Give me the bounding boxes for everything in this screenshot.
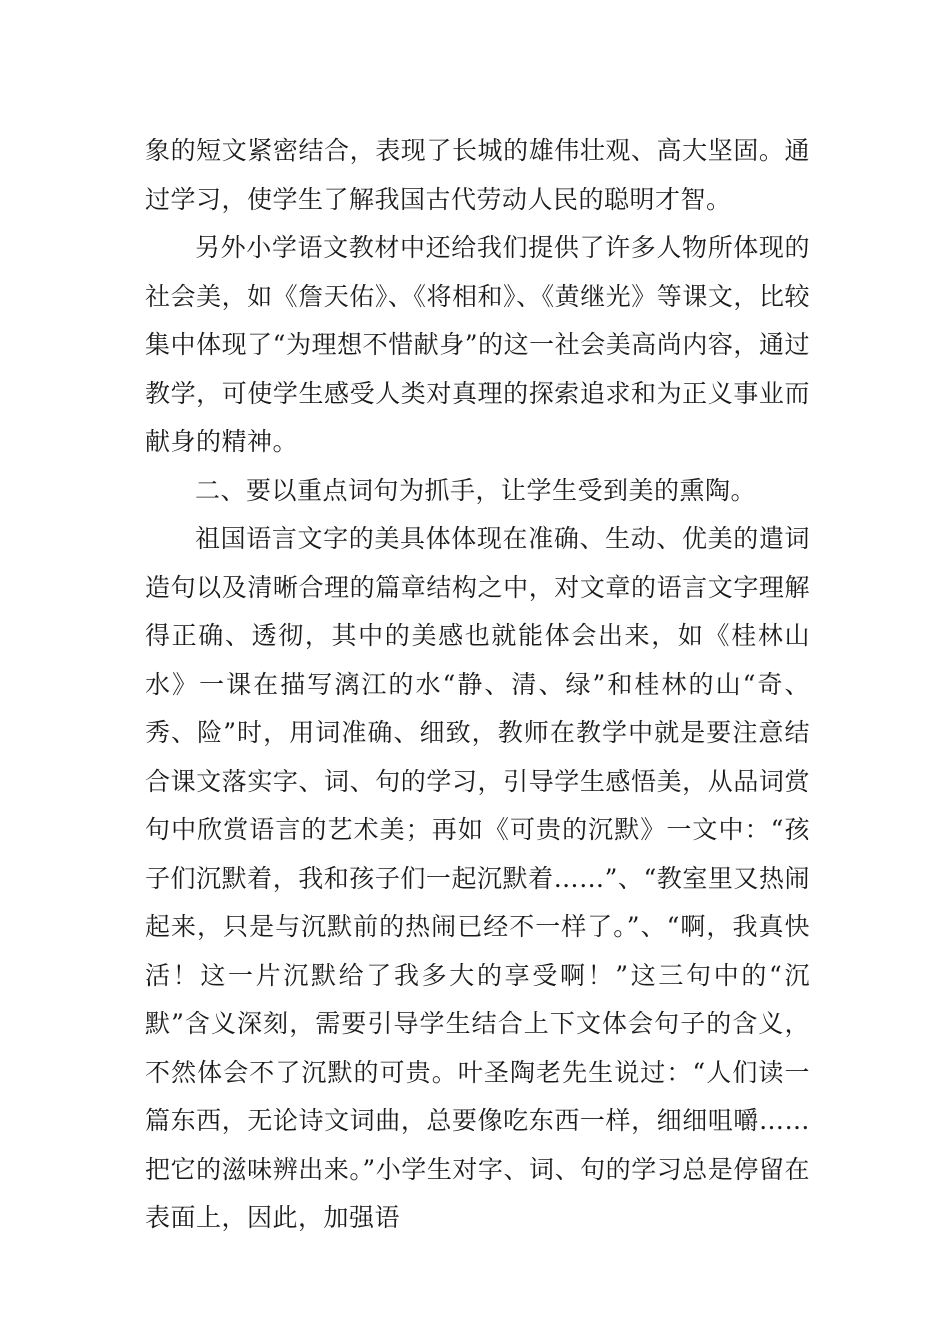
paragraph-language-beauty: 祖国语言文字的美具体体现在准确、生动、优美的遣词造句以及清晰合理的篇章结构之中，对文章的语言文字理解得正确、透彻，其中的美感也就能体会出来，如《桂林山水》一课在描写漓江的水“静、清、绿”和桂林的山“奇、秀、险”时，用词准确、细致，教师在教学中就是要注意结合课文落实字、词、句的学习，引导学生感悟美，从品词赏句中欣赏语言的艺术美；再如《可贵的沉默》一文中：“孩子们沉默着，我和孩子们一起沉默着……”、“教室里又热闹起来，只是与沉默前的热闹已经不一样了。”、“啊，我真快活！这一片沉默给了我多大的享受啊！”这三句中的“沉默”含义深刻，需要引导学生结合上下文体会句子的含义，不然体会不了沉默的可贵。叶圣陶老先生说过：“人们读一篇东西，无论诗文词曲，总要像吃东西一样，细细咀嚼……把它的滋味辨出来。”小学生对字、词、句的学习总是停留在表面上，因此，加强语 (145, 524, 810, 1232)
paragraph-social-beauty: 另外小学语文教材中还给我们提供了许多人物所体现的社会美，如《詹天佑》、《将相和》、《黄继光》等课文，比较集中体现了“为理想不惜献身”的这一社会美高尚内容，通过教学，可使学生感受人类对真理的探索追求和为正义事业而献身的精神。 (145, 233, 810, 456)
document-body (145, 127, 810, 1243)
section-heading: 二、要以重点词句为抓手，让学生受到美的熏陶。 (195, 475, 757, 505)
paragraph-continued: 象的短文紧密结合，表现了长城的雄伟壮观、高大坚固。通过学习，使学生了解我国古代劳动人民的聪明才智。 (145, 136, 810, 214)
